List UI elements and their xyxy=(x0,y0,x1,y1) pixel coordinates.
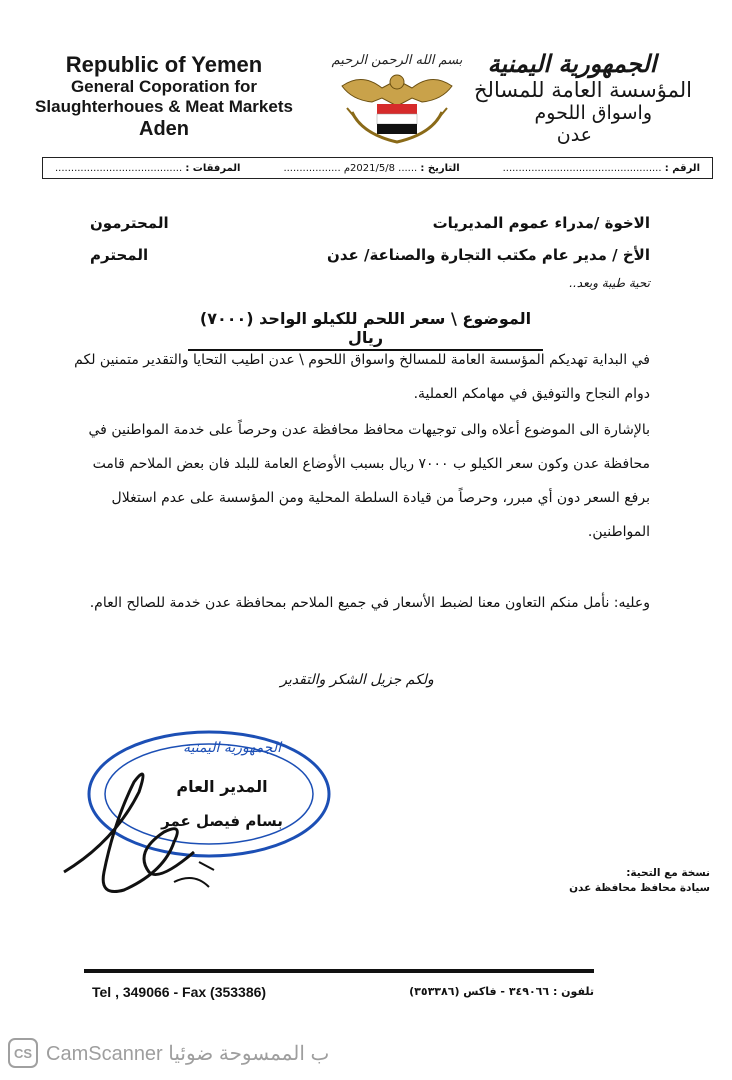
city-ar: عدن xyxy=(556,124,592,146)
org-name-ar-1: المؤسسة العامة للمسالخ xyxy=(473,78,692,102)
body-paragraph-3: وعليه: نأمل منكم التعاون معنا لضبط الأسعار في جميع الملاحم بمحافظة عدن خدمة للصالح العام. xyxy=(89,595,650,611)
emblem-basmala: بسم الله الرحمن الرحيم xyxy=(331,53,463,68)
copy-to-recipient: سيادة محافظ محافظة عدن xyxy=(569,882,710,894)
country-name-ar: الجمهورية اليمنية xyxy=(487,50,657,78)
org-name-en-1: General Coporation for xyxy=(70,77,258,97)
stamp-signature-icon xyxy=(54,722,344,906)
city-en: Aden xyxy=(139,118,189,141)
stamp-text: الجمهورية اليمنية xyxy=(182,740,282,756)
subject-line: الموضوع \ سعر اللحم للكيلو الواحد (٧٠٠٠) ريال xyxy=(188,309,543,351)
signatory-name: بسام فيصل عمر xyxy=(161,812,283,830)
signatory-title: المدير العام xyxy=(176,777,268,796)
reference-attachments: المرفقات : ........................................ xyxy=(55,162,241,174)
camscanner-text: CamScanner ب الممسوحة ضوئيا xyxy=(46,1042,330,1065)
addressee-line-1: الاخوة /مدراء عموم المديريات المحترمون xyxy=(90,214,650,232)
body-paragraph-1: في البداية تهديكم المؤسسة العامة للمسالخ واسواق اللحوم \ عدن اطيب التحايا والتقدير متمنين لكم دوام النجاح والتوفيق في مهامكم العملية. xyxy=(74,352,650,402)
reference-date: التاريخ : ...... 2021/5/8م .................. xyxy=(283,162,460,174)
footer-rule xyxy=(84,969,594,973)
footer-contact-en: Tel , 349066 - Fax (353386) xyxy=(92,984,267,1000)
reference-date-value: 2021/5/8م xyxy=(343,162,395,174)
english-letterhead xyxy=(18,52,310,141)
arabic-letterhead xyxy=(452,50,692,146)
camscanner-logo-icon: CS xyxy=(8,1038,38,1068)
copy-to-label: نسخة مع التحية: xyxy=(626,867,710,879)
org-name-en-2: Slaughterhoues & Meat Markets xyxy=(35,96,293,116)
honorific-2: المحترم xyxy=(90,246,149,264)
country-name-en: Republic of Yemen xyxy=(65,52,263,77)
honorific-1: المحترمون xyxy=(90,214,169,232)
footer-contact-ar: تلفون : ٣٤٩٠٦٦ - فاكس (٣٥٣٣٨٦) xyxy=(409,985,594,998)
body-paragraph-2: بالإشارة الى الموضوع أعلاه والى توجيهات محافظ محافظة عدن وحرصاً على خدمة المواطنين في محافظة عدن وكون سعر الكيلو ب ٧٠٠٠ ريال بسبب الأوضاع العامة للبلد فان بعض الملاحم قامت برفع السعر دون أي مبرر، وحرصاً من قيادة السلطة المحلية ومن المؤسسة على عدم استغلال المواطنين. xyxy=(88,422,650,540)
greeting: تحية طيبة وبعد.. xyxy=(569,276,650,290)
camscanner-watermark xyxy=(8,1036,329,1070)
reference-number: الرقم : .................................................. xyxy=(502,162,700,174)
copy-to xyxy=(470,866,710,896)
addressee-line-2: الأخ / مدير عام مكتب التجارة والصناعة/ عدن المحترم xyxy=(90,246,650,264)
reference-box xyxy=(42,157,713,179)
yemen-emblem-icon xyxy=(322,42,472,150)
org-name-ar-2: واسواق اللحوم xyxy=(534,102,652,124)
closing-line: ولكم جزيل الشكر والتقدير xyxy=(280,672,434,688)
